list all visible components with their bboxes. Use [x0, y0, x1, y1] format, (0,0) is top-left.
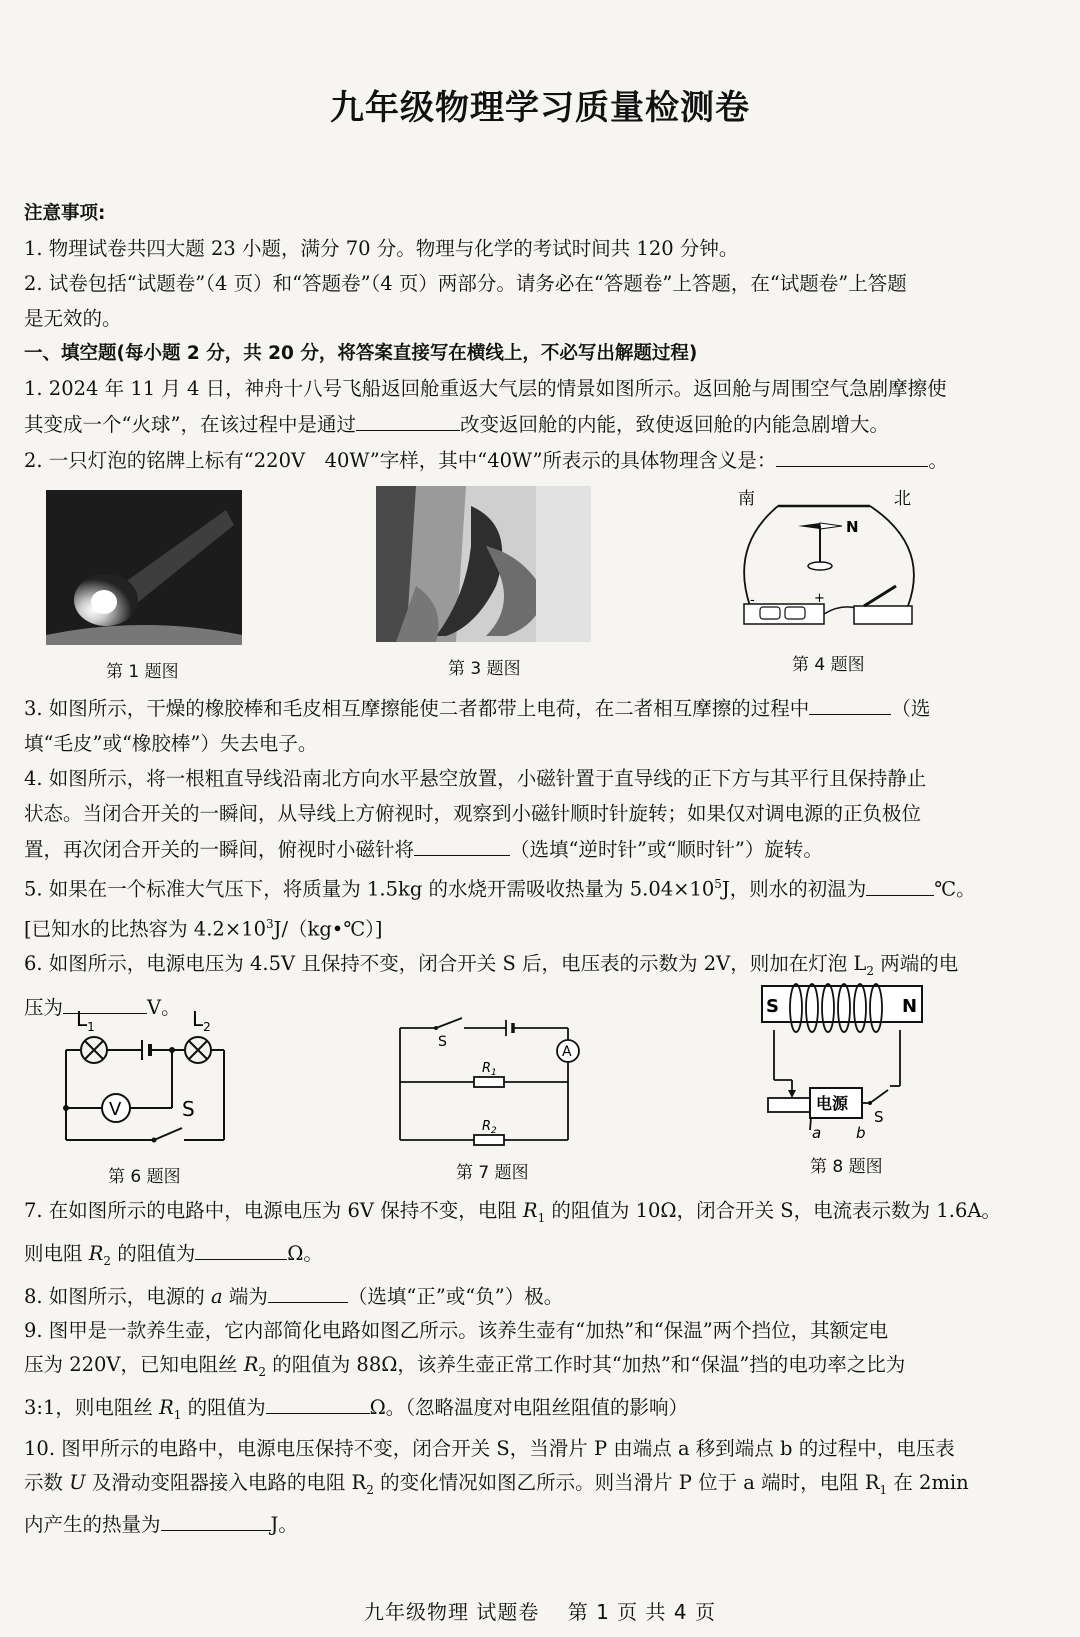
q8-line: [24, 1278, 1034, 1314]
q3-text-b: （选: [891, 697, 931, 720]
q10-r1-sub: 1: [879, 1482, 888, 1497]
fig8-caption: 第 8 题图: [810, 1157, 883, 1177]
q4-text-a: 置，再次闭合开关的一瞬间，俯视时小磁针将: [24, 838, 415, 861]
fig4-cell-2: [785, 607, 805, 619]
q2-text-b: 。: [928, 449, 948, 472]
q8-text-a: 8. 如图所示，电源的: [24, 1284, 212, 1308]
q8-answer-blank[interactable]: [268, 1278, 348, 1303]
fig3-caption: 第 3 题图: [448, 659, 521, 679]
notes-heading: 注意事项:: [24, 203, 106, 224]
q10-answer-blank[interactable]: [161, 1506, 271, 1531]
q10-text-b: 及滑动变阻器接入电路的电阻 R: [85, 1470, 367, 1494]
page-footer: 九年级物理 试题卷 第 1 页 共 4 页: [364, 1600, 716, 1624]
q10-u-symbol: U: [69, 1470, 86, 1494]
q10-text-f: J。: [270, 1513, 298, 1537]
q3-answer-blank[interactable]: [809, 690, 891, 715]
q10-text-a: 示数: [24, 1470, 70, 1494]
q7-r1-sub: 1: [537, 1210, 546, 1225]
fig6-lamp-l1: [81, 1037, 107, 1063]
q1-answer-blank[interactable]: [356, 406, 460, 431]
q10-text-c: 的变化情况如图乙所示。则当滑片 P 位于 a 端时，电阻 R: [373, 1470, 880, 1494]
q9-r2-sub: 2: [258, 1364, 267, 1379]
fig4-south-label: 南: [738, 489, 755, 509]
fig7-ammeter: [557, 1040, 579, 1062]
fig7-circuit: [396, 1010, 586, 1150]
fig7-r1-label: $R_1$: [482, 1061, 497, 1078]
fig8-terminal-b: b: [856, 1124, 866, 1142]
fig7-resistor-r2: [474, 1135, 504, 1145]
note-item-1: 1. 物理试卷共四大题 23 小题，满分 70 分。物理与化学的考试时间共 120 分钟。: [24, 237, 739, 260]
q10-line-3: [24, 1506, 1034, 1542]
fig7-caption: 第 7 题图: [456, 1163, 529, 1183]
q7-text-a: 7. 在如图所示的电路中，电源电压为 6V 保持不变，电阻: [24, 1199, 523, 1222]
q5-text-e: J/（kg•℃）]: [273, 917, 383, 940]
q9-text-b: 的阻值为 88Ω，该养生壶正常工作时其“加热”和“保温”挡的电功率之比为: [266, 1352, 906, 1376]
q10-line-2: [24, 1466, 1034, 1507]
fig8-switch-label: S: [874, 1108, 884, 1126]
q6-subscript: 2: [866, 963, 875, 978]
fig6-switch: [154, 1128, 182, 1140]
fig6-voltmeter: [102, 1094, 130, 1122]
fig4-minus-label: -: [750, 593, 755, 608]
q5-line-1: [24, 867, 1034, 907]
q4-line-3: [24, 831, 1034, 867]
q6-text-b: 两端的电: [874, 952, 959, 975]
fig8-switch: [870, 1090, 888, 1103]
fig4-switch: [854, 606, 912, 624]
fig6-switch-label: S: [182, 1097, 195, 1121]
fig4-caption: 第 4 题图: [792, 655, 865, 675]
fig6-caption: 第 6 题图: [108, 1167, 181, 1187]
fig8-s-pole: S: [766, 996, 779, 1017]
q10-text-d: 在 2min: [887, 1470, 969, 1494]
q4-line-2: 状态。当闭合开关的一瞬间，从导线上方俯视时，观察到小磁针顺时针旋转；如果仅对调电源的正负极位: [24, 802, 922, 825]
q1-text-a: 其变成一个“火球”，在该过程中是通过: [24, 413, 356, 436]
q9-r2-symbol: R: [243, 1352, 259, 1376]
q6-text-d: V。: [147, 995, 181, 1019]
q1-line-2: [24, 406, 1034, 442]
q9-r1-symbol: R: [159, 1395, 174, 1419]
fig8-n-pole: N: [902, 996, 918, 1017]
q9-line-2: [24, 1348, 1034, 1389]
q2-answer-blank[interactable]: [776, 442, 928, 467]
fig6-l2-label: $L_2$: [192, 1007, 211, 1034]
q9-r1-sub: 1: [173, 1407, 182, 1422]
page-title: 九年级物理学习质量检测卷: [330, 88, 750, 128]
q9-answer-blank[interactable]: [266, 1389, 370, 1414]
fig3-rubbing-photo: [376, 486, 591, 642]
q3-line-2: 填“毛皮”或“橡胶棒”）失去电子。: [24, 732, 318, 755]
q5-text-b: J，则水的初温为: [721, 877, 867, 901]
fig1-capsule-photo: [46, 490, 242, 645]
q5-answer-blank[interactable]: [866, 871, 934, 896]
fig8-source-label: 电源: [816, 1094, 849, 1113]
q2-text-a: 2. 一只灯泡的铭牌上标有“220V 40W”字样，其中“40W”所表示的具体物理含义是：: [24, 449, 777, 472]
q2-line: [24, 442, 1034, 478]
svg-text:V: V: [109, 1099, 122, 1120]
q5-text-c: ℃。: [934, 877, 976, 901]
q9-text-d: 的阻值为: [181, 1395, 266, 1419]
fig7-r2-label: $R_2$: [482, 1119, 497, 1136]
note-item-2-cont: 是无效的。: [24, 307, 122, 330]
q1-line-1: 1. 2024 年 11 月 4 日，神舟十八号飞船返回舱重返大气层的情景如图所示。返回舱与周围空气急剧摩擦使: [24, 377, 947, 400]
fig4-compass-needle: [798, 523, 842, 570]
q5-exponent: 5: [714, 877, 722, 891]
q9-line-1: 9. 图甲是一款养生壶，它内部简化电路如图乙所示。该养生壶有“加热”和“保温”两个挡位，其额定电: [24, 1318, 889, 1342]
q8-text-c: （选填“正”或“负”）极。: [347, 1284, 564, 1308]
q8-a-symbol: a: [211, 1284, 223, 1308]
q8-text-b: 端为: [222, 1284, 268, 1308]
q4-text-b: （选填“逆时针”或“顺时针”）旋转。: [510, 838, 823, 861]
svg-text:A: A: [562, 1044, 572, 1060]
q4-answer-blank[interactable]: [414, 831, 510, 856]
q7-r2-symbol: R: [88, 1241, 104, 1265]
q7-text-d: 的阻值为: [111, 1241, 196, 1265]
fig4-north-label: 北: [894, 489, 911, 509]
fig4-battery-base: [744, 604, 824, 624]
q7-line-1: [24, 1194, 1034, 1235]
q7-text-e: Ω。: [287, 1241, 323, 1265]
fig8-terminal-a: a: [812, 1124, 822, 1142]
q5-text-a: 5. 如果在一个标准大气压下，将质量为 1.5kg 的水烧开需吸收热量为 5.04×10: [24, 877, 715, 901]
fig6-lamp-l2: [185, 1037, 211, 1063]
q3-line-1: [24, 690, 1034, 726]
q10-line-1: 10. 图甲所示的电路中，电源电压保持不变，闭合开关 S，当滑片 P 由端点 a 移到端点 b 的过程中，电压表: [24, 1436, 955, 1460]
q7-r2-sub: 2: [103, 1253, 112, 1268]
fig6-circuit: [54, 1002, 234, 1152]
q10-text-e: 内产生的热量为: [24, 1513, 161, 1537]
q5-text-d: [已知水的比热容为 4.2×10: [24, 917, 266, 940]
q6-text-a: 6. 如图所示，电源电压为 4.5V 且保持不变，闭合开关 S 后，电压表的示数为 2V，则加在灯泡 L: [24, 952, 867, 975]
q7-text-c: 则电阻: [24, 1241, 89, 1265]
fig8-electromagnet: [760, 980, 930, 1150]
q7-text-b: 的阻值为 10Ω，闭合开关 S，电流表示数为 1.6A。: [545, 1199, 1001, 1222]
section1-heading: 一、填空题(每小题 2 分，共 20 分，将答案直接写在横线上，不必写出解题过程): [24, 343, 698, 364]
fig4-needle-n-label: N: [846, 518, 859, 536]
fig8-rheostat: [768, 1098, 812, 1112]
fig4-plus-label: +: [814, 591, 825, 606]
questions-3-6: [24, 690, 1034, 1025]
q9-text-c: 3:1，则电阻丝: [24, 1395, 160, 1419]
fig8-iron-core: [762, 986, 922, 1022]
q7-answer-blank[interactable]: [195, 1235, 287, 1260]
notes-section: [24, 196, 1034, 478]
fig4-cell-1: [760, 607, 780, 619]
q5-line-2: [24, 907, 1034, 947]
q9-text-a: 压为 220V，已知电阻丝: [24, 1352, 244, 1376]
q4-line-1: 4. 如图所示，将一根粗直导线沿南北方向水平悬空放置，小磁针置于直导线的正下方与其平行且保持静止: [24, 767, 927, 790]
q9-line-3: [24, 1389, 1034, 1432]
fig6-l1-label: $L_1$: [76, 1007, 95, 1034]
q10-r2-sub: 2: [366, 1482, 374, 1497]
fig4-wire-compass: [730, 486, 930, 636]
q7-line-2: [24, 1235, 1034, 1278]
note-item-2: 2. 试卷包括“试题卷”（4 页）和“答题卷”（4 页）两部分。请务必在“答题卷”上答题，在“试题卷”上答题: [24, 272, 907, 295]
fig7-switch-label: S: [438, 1034, 447, 1050]
q5-exponent-2: 3: [265, 916, 274, 931]
fig1-caption: 第 1 题图: [106, 662, 179, 682]
questions-7-10: [24, 1194, 1034, 1542]
fig7-switch: [436, 1018, 462, 1028]
q7-r1-symbol: R: [522, 1199, 538, 1222]
q1-text-b: 改变返回舱的内能，致使返回舱的内能急剧增大。: [459, 413, 889, 436]
fig7-resistor-r1: [474, 1077, 504, 1087]
q9-text-e: Ω。（忽略温度对电阻丝阻值的影响）: [369, 1395, 689, 1419]
q3-text-a: 3. 如图所示，干燥的橡胶棒和毛皮相互摩擦能使二者都带上电荷，在二者相互摩擦的过程中: [24, 697, 810, 720]
q6-text-c: 压为: [24, 995, 64, 1019]
